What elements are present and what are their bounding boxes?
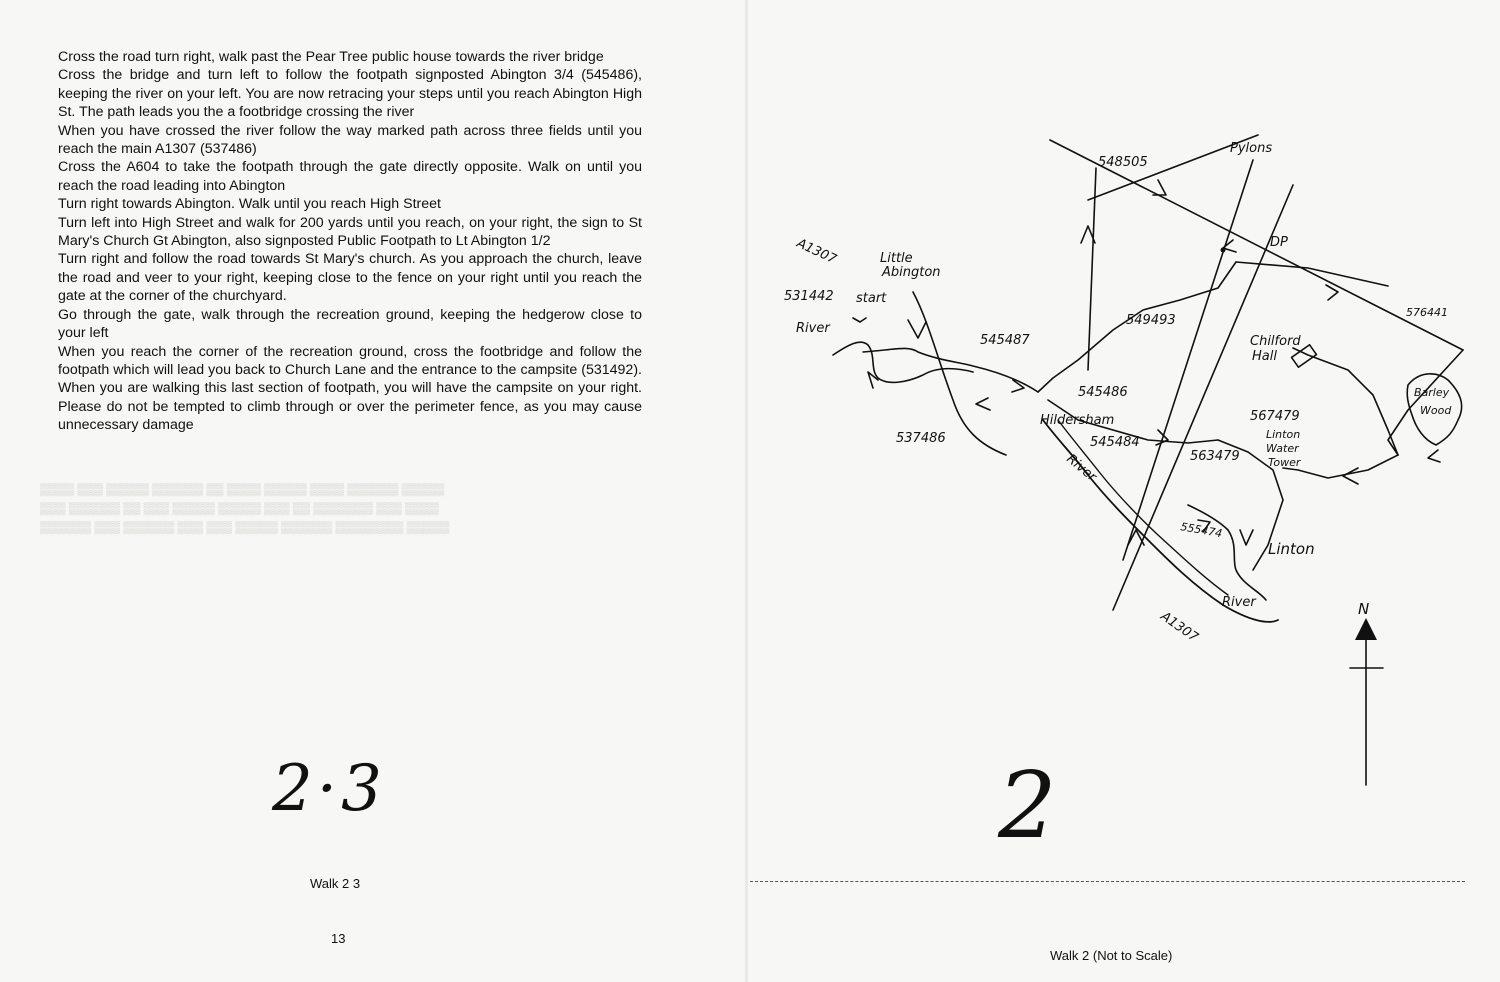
route-to-hall bbox=[1293, 348, 1398, 455]
map-label-548505: 548505 bbox=[1098, 155, 1148, 170]
map-label-537486: 537486 bbox=[896, 431, 946, 446]
pylon-line-secondary bbox=[1113, 185, 1293, 610]
map-label-chilford: Chilford bbox=[1250, 334, 1301, 349]
arrow-start-path bbox=[908, 320, 926, 338]
walk-caption-right: Walk 2 (Not to Scale) bbox=[1050, 948, 1173, 963]
direction-step: Cross the bridge and turn left to follow the footpath signposted Abington 3/4 (545486), keeping the river on your left. You are now retracing your steps until you reach Abington High St. The path leads you the a footbridge crossing the river bbox=[58, 67, 642, 121]
walk-map bbox=[748, 0, 1500, 982]
map-label-little: Little bbox=[880, 251, 913, 266]
map-label-545487: 545487 bbox=[980, 333, 1030, 348]
map-label-576441: 576441 bbox=[1406, 306, 1448, 319]
arrow-linton bbox=[1240, 530, 1253, 545]
direction-step: Turn left into High Street and walk for 200 yards until you reach, on your right, the sign to St Mary's Church Gt Abington, also signposted Public Footpath to Lt Abington 1/2 bbox=[58, 214, 642, 250]
map-label-563479: 563479 bbox=[1190, 449, 1240, 464]
map-label-wood: Wood bbox=[1420, 404, 1452, 417]
arrow-east-loop bbox=[1343, 468, 1358, 484]
river-east-bank bbox=[1188, 505, 1266, 600]
map-label-linton-tower-3: Tower bbox=[1268, 456, 1301, 469]
direction-step: Turn right towards Abington. Walk until you reach High Street bbox=[58, 196, 441, 213]
map-label-river-middle: River bbox=[1063, 451, 1099, 485]
arrow-hildersham-1 bbox=[976, 398, 990, 410]
map-label-abington: Abington bbox=[882, 265, 941, 280]
direction-step: Cross the A604 to take the footpath through the gate directly opposite. Walk on until you reach the road leading into Abington bbox=[58, 159, 642, 194]
start-marker bbox=[853, 318, 866, 322]
map-label-549493: 549493 bbox=[1126, 313, 1176, 328]
direction-step: Cross the road turn right, walk past the Pear Tree public house towards the river bridge bbox=[58, 49, 604, 65]
handwritten-number-right: 2 bbox=[998, 752, 1057, 859]
map-label-555474: 555474 bbox=[1179, 520, 1224, 541]
map-label-pylons: Pylons bbox=[1230, 141, 1273, 156]
map-label-river-bottom: River bbox=[1222, 595, 1256, 610]
map-label-531442: 531442 bbox=[784, 289, 834, 304]
map-label-hildersham: Hildersham bbox=[1040, 413, 1115, 428]
arrow-pylon-east bbox=[1326, 285, 1338, 300]
direction-step: Go through the gate, walk through the recreation ground, keeping the hedgerow close to your left bbox=[58, 306, 642, 342]
direction-step: When you reach the corner of the recreation ground, cross the footbridge and follow the footpath which will lead you back to Church Lane and the entrance to the campsite (531492). When you are walking this last section of footpath, you will have the campsite on your right. Please do not be tempted to climb through or over the perimeter fence, as you may cause unnecessary damage bbox=[58, 343, 642, 434]
map-label-567479: 567479 bbox=[1250, 409, 1300, 424]
walk-directions bbox=[58, 48, 642, 435]
north-label: N bbox=[1358, 600, 1370, 618]
map-label-a1307-bottom: A1307 bbox=[1157, 608, 1201, 646]
handwritten-number-left: 2·3 bbox=[272, 752, 386, 826]
map-label-a1307-top: A1307 bbox=[794, 236, 839, 268]
page-number: 13 bbox=[331, 931, 346, 946]
map-label-river-left: River bbox=[796, 321, 830, 336]
map-label-545486: 545486 bbox=[1078, 385, 1128, 400]
map-label-545484: 545484 bbox=[1090, 435, 1140, 450]
arrow-pylon-to-hall bbox=[1428, 450, 1440, 462]
dp-marker bbox=[1221, 248, 1226, 253]
map-label-barley: Barley bbox=[1414, 386, 1450, 399]
direction-step: When you have crossed the river follow the way marked path across three fields until you reach the main A1307 (537486) bbox=[58, 122, 642, 158]
direction-step: Turn right and follow the road towards St Mary's church. As you approach the church, leave the road and veer to your right, keeping close to the fence on your right until you reach the gate at the corner of the churchyard. bbox=[58, 251, 642, 305]
map-label-start: start bbox=[856, 291, 887, 306]
walk-caption-left: Walk 2 3 bbox=[310, 876, 361, 891]
map-label-linton-tower-2: Water bbox=[1266, 442, 1299, 455]
north-arrow-head bbox=[1355, 618, 1377, 640]
map-label-linton: Linton bbox=[1268, 540, 1315, 558]
pylon-line-main bbox=[1050, 140, 1463, 350]
road-long-straight bbox=[1123, 160, 1253, 560]
map-label-dp: DP bbox=[1270, 235, 1288, 250]
map-label-linton-tower-1: Linton bbox=[1266, 428, 1301, 441]
route-path-west bbox=[863, 348, 1038, 392]
map-label-hall: Hall bbox=[1252, 349, 1277, 364]
right-page bbox=[748, 0, 1500, 982]
left-page bbox=[0, 0, 745, 982]
divider-rule bbox=[750, 881, 1465, 882]
river-line-inner bbox=[1058, 420, 1228, 595]
bleed-through-text: ▒▒▒▒ ▒▒▒ ▒▒▒▒▒ ▒▒▒▒▒▒ ▒▒ ▒▒▒▒ ▒▒▒▒▒ ▒▒▒▒ ▒▒▒▒▒▒ ▒▒▒▒▒ ▒▒▒ ▒▒▒▒▒▒ ▒▒ ▒▒▒ ▒▒▒▒▒ ▒▒▒▒▒ ▒▒▒ ▒▒ ▒▒▒▒▒▒▒ ▒▒▒ ▒▒▒▒ ▒▒▒▒▒▒ ▒▒▒ ▒▒▒▒▒▒ ▒▒▒ ▒▒▒ ▒▒▒▒▒ ▒▒▒▒▒▒ ▒▒▒▒▒▒▒▒ ▒▒▒▒▒ bbox=[40, 482, 450, 534]
